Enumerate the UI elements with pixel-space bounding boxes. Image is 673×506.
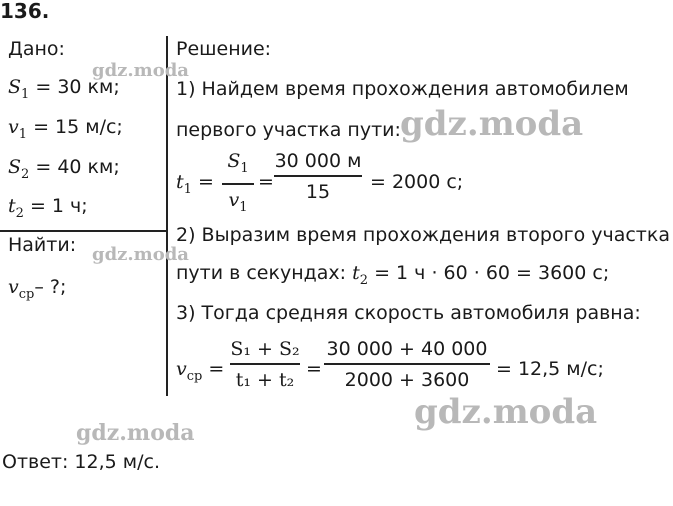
step2-formula: = 1 ч · 60 · 60 = 3600 с;	[374, 262, 610, 284]
given-var: v	[8, 116, 19, 138]
given-sub: 2	[21, 167, 30, 182]
given-heading: Дано:	[8, 38, 65, 60]
horizontal-divider	[0, 230, 168, 232]
fraction-denominator: t₁ + t₂	[235, 368, 295, 391]
fraction-numerator: 30 000 м	[274, 150, 362, 172]
fraction-numerator: S₁ + S₂	[230, 338, 300, 360]
given-var: t	[8, 195, 16, 217]
step3-lhs	[176, 360, 224, 383]
given-value: = 30 км;	[35, 76, 120, 98]
step2-line2	[176, 264, 609, 287]
step2-line1: 2) Выразим время прохождения второго участка	[176, 224, 670, 246]
step3-fraction-2	[324, 338, 490, 391]
step3-line1: 3) Тогда средняя скорость автомобиля равна:	[176, 302, 641, 324]
fraction-numerator: 30 000 + 40 000	[326, 338, 488, 360]
step1-lhs	[176, 173, 214, 196]
given-line-3	[8, 158, 120, 181]
fraction-bar	[230, 363, 300, 365]
answer-line: Ответ: 12,5 м/с.	[2, 451, 160, 473]
given-sub: 2	[15, 206, 24, 221]
step1-line2: первого участка пути:	[176, 119, 401, 141]
step1-result: = 2000 с;	[370, 171, 464, 193]
fraction-denominator: 2000 + 3600	[344, 368, 470, 391]
formula-var: v	[176, 358, 187, 380]
given-line-1	[8, 78, 120, 101]
find-heading: Найти:	[8, 234, 77, 256]
fraction-denominator: 15	[305, 180, 331, 203]
step1-line1: 1) Найдем время прохождения автомобилем	[176, 78, 629, 100]
watermark: gdz.moda	[92, 244, 189, 265]
find-line	[8, 278, 66, 301]
given-value: = 40 км;	[35, 156, 120, 178]
given-value: = 15 м/с;	[33, 116, 123, 138]
given-var: S	[8, 156, 22, 178]
watermark: gdz.moda	[400, 104, 584, 144]
given-value: = 1 ч;	[29, 195, 88, 217]
fraction-numerator: $S_1$	[227, 150, 249, 176]
step2-sub: 2	[359, 273, 369, 288]
step3-fraction-1	[230, 338, 300, 391]
watermark: gdz.moda	[76, 420, 195, 446]
step1-fraction-2	[274, 150, 362, 203]
equals-sign: =	[258, 171, 274, 193]
step1-fraction-1	[222, 150, 254, 219]
formula-var: t	[176, 171, 184, 193]
step2-text: пути в секундах:	[176, 262, 347, 284]
given-line-2	[8, 118, 123, 141]
find-sub: ср	[18, 287, 35, 302]
given-sub: 1	[18, 127, 28, 142]
find-var: v	[8, 276, 19, 298]
given-line-4	[8, 197, 88, 220]
find-value: – ?;	[34, 276, 67, 298]
problem-number: 136.	[0, 0, 50, 23]
given-sub: 1	[21, 87, 30, 102]
formula-sub: 1	[183, 182, 192, 197]
step3-result: = 12,5 м/с;	[496, 358, 604, 380]
equals-sign: =	[197, 171, 214, 193]
fraction-bar	[274, 175, 362, 177]
given-var: S	[8, 76, 22, 98]
watermark: gdz.moda	[92, 60, 189, 81]
step2-var: t	[352, 262, 360, 284]
equals-sign: =	[208, 358, 225, 380]
vertical-divider	[166, 36, 168, 396]
fraction-denominator: $v_1$	[228, 188, 248, 215]
solution-heading: Решение:	[176, 38, 272, 60]
fraction-bar	[324, 363, 490, 365]
equals-sign: =	[306, 358, 322, 380]
watermark: gdz.moda	[414, 392, 598, 432]
formula-sub: ср	[186, 369, 203, 384]
fraction-bar	[222, 183, 254, 185]
